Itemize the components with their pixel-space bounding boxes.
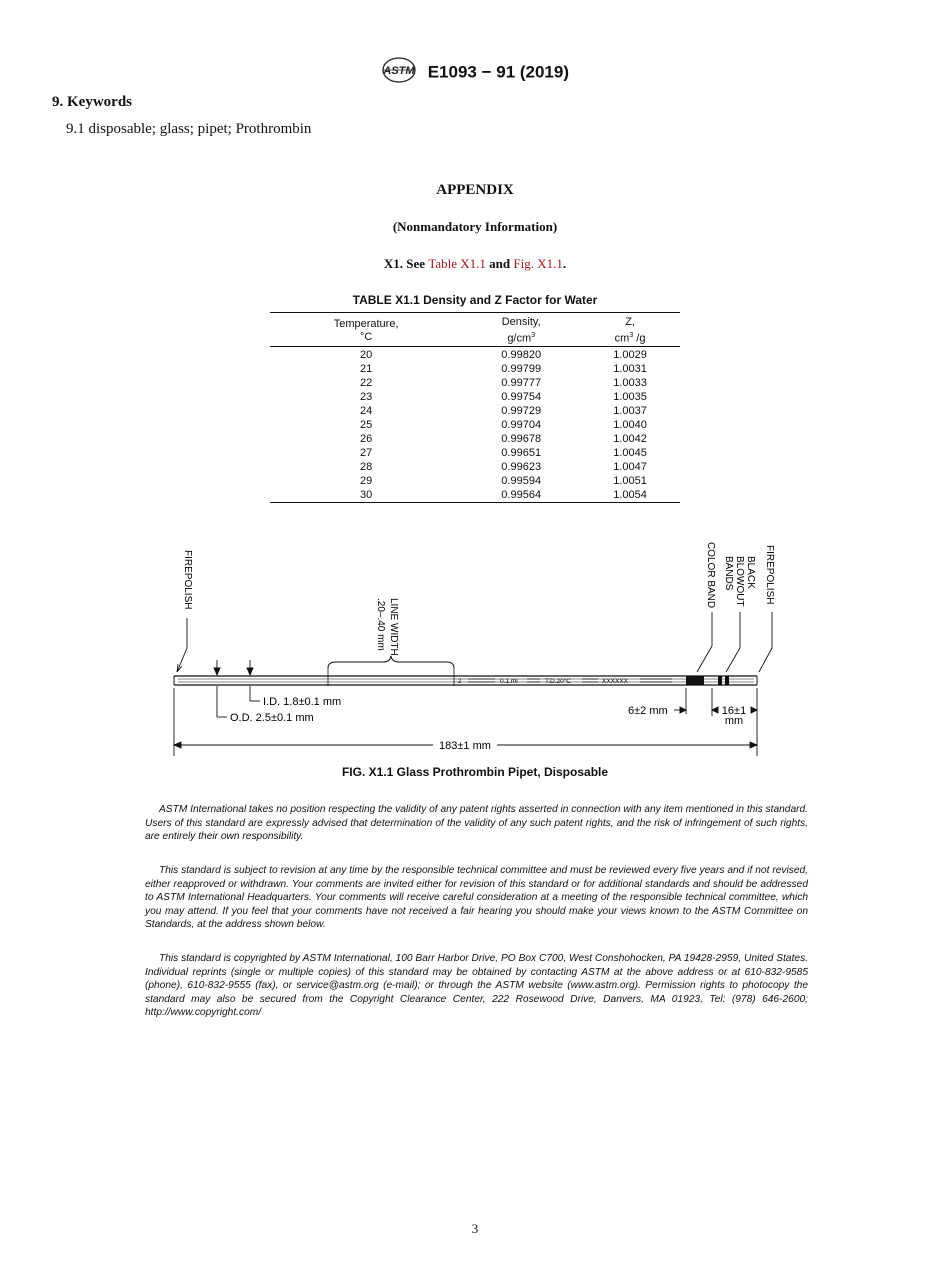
appendix-subtitle: (Nonmandatory Information) bbox=[392, 219, 558, 234]
tip-dimension-unit: mm bbox=[724, 715, 744, 727]
line-width-label: LINE WIDTH bbox=[388, 598, 399, 656]
scale-label-01: 0.1 ml bbox=[500, 678, 518, 685]
scale-label-x: XXXXXX bbox=[602, 678, 629, 685]
id-dimension: I.D. 1.8±0.1 mm bbox=[263, 696, 342, 708]
firepolish-left-label: FIREPOLISH bbox=[182, 550, 193, 610]
black-label: BLACK bbox=[745, 556, 756, 589]
pipet-tube bbox=[174, 676, 757, 685]
temperature-cell: 29 bbox=[359, 474, 373, 487]
density-cell: 0.99623 bbox=[501, 460, 542, 473]
length-dimension: 183±1 mm bbox=[439, 740, 491, 752]
density-cell: 0.99678 bbox=[501, 432, 542, 445]
z-factor-cell: 1.0035 bbox=[613, 390, 647, 403]
bands-label: BANDS bbox=[723, 556, 734, 591]
blowout-label: BLOWOUT bbox=[734, 556, 745, 607]
table-x1-link[interactable]: Table X1.1 bbox=[428, 256, 486, 271]
table-row bbox=[270, 446, 680, 460]
density-cell: 0.99820 bbox=[501, 348, 542, 361]
od-dimension: O.D. 2.5±0.1 mm bbox=[230, 712, 314, 724]
table-row bbox=[270, 488, 680, 503]
z-factor-cell: 1.0031 bbox=[613, 362, 647, 375]
line-width-brace bbox=[328, 656, 454, 668]
density-cell: 0.99704 bbox=[501, 418, 542, 431]
temperature-cell: 23 bbox=[359, 390, 373, 403]
table-caption: TABLE X1.1 Density and Z Factor for Water bbox=[352, 293, 598, 307]
blowout-band-1 bbox=[718, 676, 722, 686]
fig-x1-link[interactable]: Fig. X1.1 bbox=[513, 256, 563, 271]
density-cell: 0.99754 bbox=[501, 390, 542, 403]
density-cell: 0.99564 bbox=[501, 488, 542, 501]
col-header-temperature: Temperature, °C bbox=[270, 313, 462, 347]
col-header-z: Z, $cm^3$ /g bbox=[580, 313, 680, 347]
temperature-cell: 30 bbox=[359, 488, 373, 501]
astm-logo-icon bbox=[381, 56, 417, 89]
svg-text:ASTM: ASTM bbox=[383, 65, 415, 77]
z-factor-cell: 1.0029 bbox=[613, 348, 647, 361]
firepolish-right-label: FIREPOLISH bbox=[764, 545, 775, 605]
page-header bbox=[0, 56, 950, 89]
x1-label: X1. See bbox=[383, 256, 426, 271]
table-row bbox=[270, 418, 680, 432]
table-row bbox=[270, 376, 680, 390]
col-header-density: Density, $g/cm^3$ bbox=[462, 313, 580, 347]
z-factor-cell: 1.0042 bbox=[613, 432, 647, 445]
z-factor-cell: 1.0040 bbox=[613, 418, 647, 431]
table-row bbox=[270, 432, 680, 446]
copyright-note: This standard is copyrighted by ASTM International, 100 Barr Harbor Drive, PO Box C700, West Conshohocken, PA 19428-2959, United States. Individual reprints (single or multiple copies) of this standard may be obtained by contacting ASTM at the above address or at 610-832-9585 (phone), 610-832-9555 (fax), or service@astm.org (e-mail); or through the ASTM website (www.astm.org). Permission rights to photocopy the standard may also be secured from the Copyright Clearance Center, 222 Rosewood Drive, Danvers, MA 01923, Tel: (978) 646-2600; http://www.copyright.com/ bbox=[145, 953, 808, 1019]
z-factor-cell: 1.0037 bbox=[613, 404, 647, 417]
density-table bbox=[270, 312, 680, 503]
temperature-cell: 24 bbox=[359, 404, 373, 417]
page-number: 3 bbox=[471, 1221, 479, 1236]
table-row bbox=[270, 474, 680, 488]
temperature-cell: 28 bbox=[359, 460, 373, 473]
table-row bbox=[270, 362, 680, 376]
density-cell: 0.99777 bbox=[501, 376, 542, 389]
z-factor-cell: 1.0033 bbox=[613, 376, 647, 389]
temperature-cell: 26 bbox=[359, 432, 373, 445]
z-factor-cell: 1.0054 bbox=[613, 488, 647, 501]
band-dimension: 6±2 mm bbox=[628, 705, 668, 717]
temperature-cell: 27 bbox=[359, 446, 373, 459]
z-factor-cell: 1.0051 bbox=[613, 474, 647, 487]
temperature-cell: 20 bbox=[359, 348, 373, 361]
section-paragraph: 9.1 disposable; glass; pipet; Prothrombin bbox=[66, 121, 312, 137]
density-cell: 0.99799 bbox=[501, 362, 542, 375]
patent-note: ASTM International takes no position respecting the validity of any patent rights asserted in connection with any item mentioned in this standard. Users of this standard are expressly advised that determination of the validity of any such patent rights, and the risk of infringement of such rights, are entirely their own responsibility. bbox=[145, 804, 808, 843]
table-row bbox=[270, 346, 680, 362]
color-band bbox=[686, 676, 704, 686]
z-factor-cell: 1.0045 bbox=[613, 446, 647, 459]
temperature-cell: 22 bbox=[359, 376, 373, 389]
band-dimension-arrows bbox=[674, 688, 757, 756]
color-band-label: COLOR BAND bbox=[705, 542, 716, 609]
section-title: 9. Keywords bbox=[52, 94, 132, 110]
table-row bbox=[270, 404, 680, 418]
diameter-arrows bbox=[214, 660, 260, 717]
density-cell: 0.99594 bbox=[501, 474, 542, 487]
figure-caption: FIG. X1.1 Glass Prothrombin Pipet, Disposable bbox=[341, 765, 609, 779]
appendix-x1 bbox=[0, 256, 950, 272]
density-cell: 0.99651 bbox=[501, 446, 542, 459]
scale-label-td: T.D.20°C bbox=[545, 678, 572, 685]
appendix-title: APPENDIX bbox=[436, 182, 514, 198]
table-row bbox=[270, 390, 680, 404]
tip-dimension: 16±1 bbox=[721, 705, 747, 717]
density-cell: 0.99729 bbox=[501, 404, 542, 417]
x1-end: . bbox=[562, 256, 567, 271]
table-header-row bbox=[270, 313, 680, 347]
scale-label-2: 2 bbox=[458, 679, 462, 685]
blowout-band-2 bbox=[725, 676, 729, 686]
designation: E1093 − 91 (2019) bbox=[427, 62, 570, 82]
line-width-value: .20–.40 mm bbox=[375, 598, 386, 651]
revision-note: This standard is subject to revision at any time by the responsible technical committee and must be reviewed every five years and if not revised, either reapproved or withdrawn. Your comments are invited either for revision of this standard or for additional standards and should be addressed to ASTM International Headquarters. Your comments will receive careful consideration at a meeting of the responsible technical committee, which you may attend. If you feel that your comments have not received a fair hearing you should make your views known to the ASTM Committee on Standards, at the address shown below. bbox=[145, 865, 808, 931]
z-factor-cell: 1.0047 bbox=[613, 460, 647, 473]
table-row bbox=[270, 460, 680, 474]
pipet-figure bbox=[0, 530, 950, 760]
temperature-cell: 25 bbox=[359, 418, 373, 431]
x1-and: and bbox=[489, 256, 511, 271]
temperature-cell: 21 bbox=[359, 362, 373, 375]
